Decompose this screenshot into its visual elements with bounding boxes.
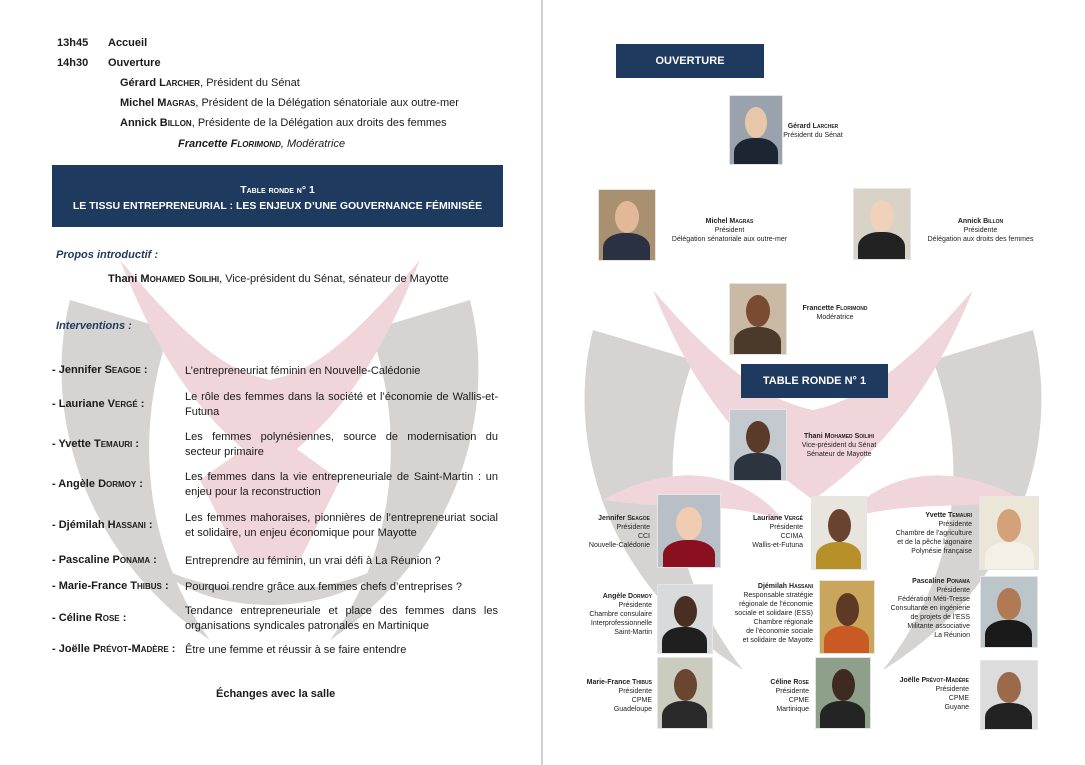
speaker-last-name: Billon (159, 117, 192, 129)
portrait-photo-hassani (819, 580, 875, 654)
caption-seagoe: Jennifer Seagoe Présidente CCI Nouvelle-Calédonie (588, 515, 650, 549)
intervention-speaker: - Jennifer Seagoe : (52, 364, 148, 376)
caption-florimond: Francette Florimond Modératrice (802, 305, 868, 321)
opening-speaker (120, 117, 447, 129)
intervention-speaker: - Yvette Temauri : (52, 438, 140, 450)
moderator-first-name: Francette (178, 138, 228, 150)
intervention-topic: Pourquoi rendre grâce aux femmes chefs d’entreprises ? (185, 581, 462, 593)
moderator-last-name: Florimond (230, 138, 281, 150)
speaker-first-name: Annick (120, 117, 157, 129)
caption-ponama: Pascaline Ponama Présidente Fédération Méti-Tresse Consultante en ingénierie de projets de l’ESS Militante associative La Réunion (890, 578, 970, 639)
banner-subtitle: LE TISSU ENTREPRENEURIAL : LES ENJEUX D’UNE GOUVERNANCE FÉMINISÉE (72, 200, 483, 212)
table-ronde-header: TABLE RONDE N° 1 (741, 364, 888, 398)
caption-rose: Céline Rose Présidente CPME Martinique (770, 679, 809, 713)
intro-speaker (108, 273, 449, 285)
speaker-first-name: Thani (108, 273, 138, 285)
portrait-photo-temauri (979, 496, 1039, 570)
caption-larcher: Gérard Larcher Président du Sénat (783, 123, 843, 139)
table-ronde-banner (52, 165, 503, 227)
intro-heading: Propos introductif : (56, 249, 159, 261)
portrait-photo-ponama (980, 576, 1038, 648)
portrait-photo-seagoe (657, 494, 721, 568)
speaker-last-name: Magras (157, 97, 196, 109)
intervention-speaker: - Pascaline Ponama : (52, 554, 157, 566)
caption-temauri: Yvette Temauri Présidente Chambre de l’agriculture et de la pêche lagonaire Polynésie française (895, 512, 972, 555)
portrait-photo-dormoy (657, 584, 713, 654)
intervention-speaker: - Joëlle Prévot-Madère : (52, 643, 176, 655)
schedule-time: 14h30 (57, 57, 89, 69)
schedule-row (57, 37, 147, 49)
speaker-role: , Président du Sénat (200, 77, 300, 89)
intervention-topic: Être une femme et réussir à se faire entendre (185, 644, 407, 656)
intervention-topic: Les femmes dans la vie entrepreneuriale de Saint-Martin : un enjeu pour la reconstruction (185, 471, 498, 498)
opening-speaker (120, 77, 300, 89)
intervention-speaker: - Céline Rose : (52, 612, 127, 624)
intervention-topic: Entreprendre au féminin, un vrai défi à La Réunion ? (185, 555, 441, 567)
speaker-last-name: Larcher (159, 77, 201, 89)
moderator (178, 138, 345, 150)
caption-verge: Lauriane Vergé Présidente CCIMA Wallis-et-Futuna (752, 515, 803, 549)
portrait-photo-larcher (729, 95, 783, 165)
speaker-first-name: Michel (120, 97, 155, 109)
caption-soilihi: Thani Mohamed Soilihi Vice-président du Sénat Sénateur de Mayotte (801, 433, 877, 458)
speaker-role: , Présidente de la Délégation aux droits des femmes (191, 117, 447, 129)
portrait-photo-florimond (729, 283, 787, 355)
portrait-photo-rose (815, 657, 871, 729)
portrait-photo-magras (598, 189, 656, 261)
speaker-last-name: Mohamed Soilihi (140, 273, 220, 285)
intervention-speaker: - Angèle Dormoy : (52, 478, 143, 490)
intervention-speaker: - Djémilah Hassani : (52, 519, 153, 531)
speaker-role: , Vice-président du Sénat, sénateur de Mayotte (219, 273, 449, 285)
caption-thibus: Marie-France Thibus Présidente CPME Guadeloupe (586, 679, 652, 713)
intervention-topic: Les femmes polynésiennes, source de modernisation du secteur primaire (185, 431, 498, 458)
portrait-photo-billon (853, 188, 911, 260)
ouverture-header: OUVERTURE (616, 44, 764, 78)
intervention-topic: Le rôle des femmes dans la société et l’économie de Wallis-et-Futuna (185, 391, 498, 418)
caption-billon: Annick Billon Présidente Délégation aux droits des femmes (927, 218, 1034, 243)
banner-title: Table ronde n° 1 (240, 184, 315, 196)
intervention-topic: L’entrepreneuriat féminin en Nouvelle-Calédonie (185, 365, 421, 377)
caption-prevot: Joëlle Prévot-Madère Présidente CPME Guyane (899, 677, 969, 711)
opening-speaker (120, 97, 459, 109)
intervention-topic: Tendance entrepreneuriale et place des femmes dans les organisations syndicales patronales en Martinique (185, 605, 498, 632)
portrait-photo-thibus (657, 657, 713, 729)
schedule-label: Accueil (108, 37, 148, 49)
speaker-role: , Président de la Délégation sénatoriale aux outre-mer (195, 97, 459, 109)
portrait-photo-prevot (980, 660, 1038, 730)
caption-magras: Michel Magras Président Délégation sénatoriale aux outre-mer (671, 218, 788, 243)
intervention-speaker: - Lauriane Vergé : (52, 398, 145, 410)
intervention-topic: Les femmes mahoraises, pionnières de l’entrepreneuriat social et solidaire, un enjeu économique pour Mayotte (185, 512, 498, 539)
right-page (543, 0, 1085, 765)
portrait-photo-verge (811, 496, 867, 570)
portrait-photo-soilihi (729, 409, 787, 481)
caption-hassani: Djémilah Hassani Responsable stratégie régionale de l’économie sociale et solidaire (ESS) Chambre régionale de l’économie sociale et solidaire de Mayotte (734, 583, 813, 644)
schedule-row (57, 57, 161, 69)
caption-dormoy: Angèle Dormoy Présidente Chambre consulaire Interprofessionnelle Saint-Martin (589, 593, 652, 636)
left-page (0, 0, 541, 765)
intervention-speaker: - Marie-France Thibus : (52, 580, 169, 592)
interventions-heading: Interventions : (56, 320, 132, 332)
moderator-role: , Modératrice (280, 138, 346, 150)
speaker-first-name: Gérard (120, 77, 157, 89)
schedule-label: Ouverture (108, 57, 161, 69)
closing-session: Échanges avec la salle (216, 688, 336, 700)
schedule-time: 13h45 (57, 37, 89, 49)
